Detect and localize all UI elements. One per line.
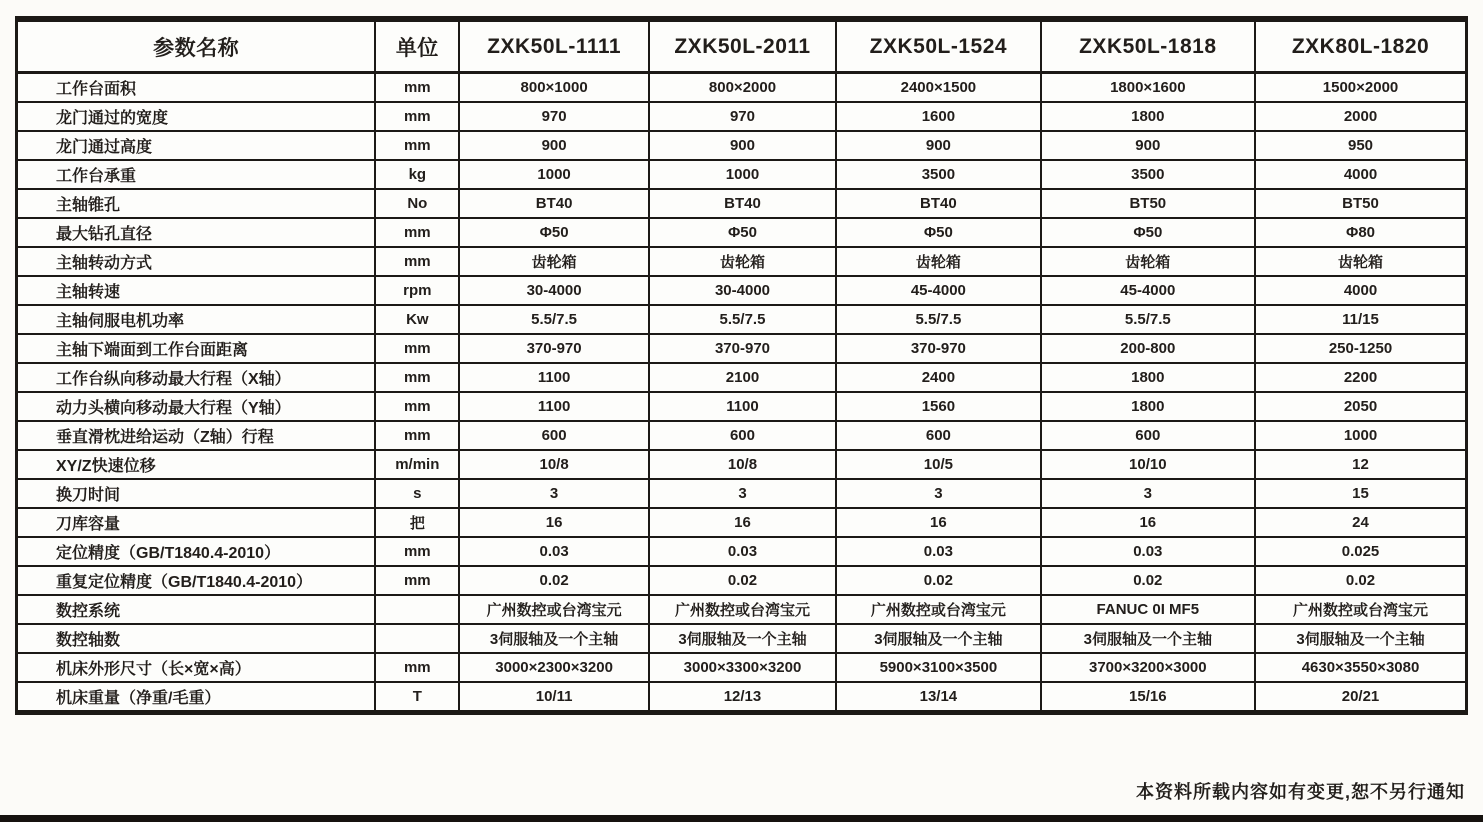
- value-cell: 5900×3100×3500: [836, 653, 1040, 682]
- value-cell: 1800: [1041, 392, 1255, 421]
- value-cell: 1100: [459, 392, 648, 421]
- value-cell: 12/13: [649, 682, 836, 713]
- value-cell: 800×2000: [649, 73, 836, 103]
- value-cell: 2100: [649, 363, 836, 392]
- value-cell: 4000: [1255, 160, 1466, 189]
- value-cell: 20/21: [1255, 682, 1466, 713]
- value-cell: 2200: [1255, 363, 1466, 392]
- value-cell: 5.5/7.5: [1041, 305, 1255, 334]
- value-cell: 600: [836, 421, 1040, 450]
- value-cell: 3: [836, 479, 1040, 508]
- param-name-cell: 工作台承重: [17, 160, 376, 189]
- table-row: [17, 392, 1467, 421]
- value-cell: 15/16: [1041, 682, 1255, 713]
- value-cell: Φ50: [836, 218, 1040, 247]
- table-row: [17, 131, 1467, 160]
- value-cell: 16: [649, 508, 836, 537]
- unit-cell: m/min: [375, 450, 459, 479]
- value-cell: 广州数控或台湾宝元: [649, 595, 836, 624]
- value-cell: 0.02: [1041, 566, 1255, 595]
- value-cell: 0.02: [836, 566, 1040, 595]
- value-cell: 13/14: [836, 682, 1040, 713]
- param-name-cell: 数控系统: [17, 595, 376, 624]
- value-cell: FANUC 0I MF5: [1041, 595, 1255, 624]
- value-cell: BT40: [459, 189, 648, 218]
- value-cell: 3700×3200×3000: [1041, 653, 1255, 682]
- bottom-border-bar: [0, 815, 1483, 822]
- value-cell: 11/15: [1255, 305, 1466, 334]
- unit-cell: mm: [375, 653, 459, 682]
- spec-table-header-row: [17, 19, 1467, 73]
- value-cell: 1500×2000: [1255, 73, 1466, 103]
- value-cell: 5.5/7.5: [836, 305, 1040, 334]
- value-cell: Φ50: [1041, 218, 1255, 247]
- value-cell: Φ80: [1255, 218, 1466, 247]
- table-row: [17, 624, 1467, 653]
- param-name-cell: 主轴下端面到工作台面距离: [17, 334, 376, 363]
- value-cell: 900: [836, 131, 1040, 160]
- param-name-cell: 动力头横向移动最大行程（Y轴）: [17, 392, 376, 421]
- value-cell: 600: [459, 421, 648, 450]
- unit-cell: [375, 595, 459, 624]
- value-cell: 1100: [459, 363, 648, 392]
- value-cell: 齿轮箱: [1255, 247, 1466, 276]
- table-row: [17, 537, 1467, 566]
- value-cell: 3伺服轴及一个主轴: [459, 624, 648, 653]
- unit-cell: mm: [375, 392, 459, 421]
- unit-cell: mm: [375, 363, 459, 392]
- param-name-cell: 主轴伺服电机功率: [17, 305, 376, 334]
- value-cell: 950: [1255, 131, 1466, 160]
- param-name-cell: 机床重量（净重/毛重）: [17, 682, 376, 713]
- value-cell: 45-4000: [1041, 276, 1255, 305]
- value-cell: 0.02: [1255, 566, 1466, 595]
- table-row: [17, 595, 1467, 624]
- value-cell: Φ50: [459, 218, 648, 247]
- unit-cell: T: [375, 682, 459, 713]
- table-row: [17, 566, 1467, 595]
- value-cell: 0.02: [649, 566, 836, 595]
- value-cell: 1000: [649, 160, 836, 189]
- table-row: [17, 363, 1467, 392]
- param-name-cell: 主轴转速: [17, 276, 376, 305]
- value-cell: 齿轮箱: [836, 247, 1040, 276]
- value-cell: 齿轮箱: [649, 247, 836, 276]
- value-cell: BT50: [1255, 189, 1466, 218]
- value-cell: 1600: [836, 102, 1040, 131]
- value-cell: 2050: [1255, 392, 1466, 421]
- column-header: ZXK50L-2011: [649, 19, 836, 73]
- value-cell: 3500: [836, 160, 1040, 189]
- value-cell: 2000: [1255, 102, 1466, 131]
- value-cell: 1000: [459, 160, 648, 189]
- param-name-cell: 主轴锥孔: [17, 189, 376, 218]
- column-header: ZXK50L-1524: [836, 19, 1040, 73]
- value-cell: 200-800: [1041, 334, 1255, 363]
- value-cell: 3伺服轴及一个主轴: [649, 624, 836, 653]
- value-cell: 250-1250: [1255, 334, 1466, 363]
- value-cell: 0.03: [1041, 537, 1255, 566]
- table-row: [17, 218, 1467, 247]
- table-row: [17, 73, 1467, 103]
- value-cell: 900: [1041, 131, 1255, 160]
- unit-cell: rpm: [375, 276, 459, 305]
- param-name-cell: 垂直滑枕进给运动（Z轴）行程: [17, 421, 376, 450]
- param-name-cell: 龙门通过的宽度: [17, 102, 376, 131]
- value-cell: 0.03: [649, 537, 836, 566]
- param-name-cell: 数控轴数: [17, 624, 376, 653]
- unit-cell: mm: [375, 537, 459, 566]
- unit-cell: mm: [375, 73, 459, 103]
- table-row: [17, 450, 1467, 479]
- value-cell: 5.5/7.5: [649, 305, 836, 334]
- value-cell: BT50: [1041, 189, 1255, 218]
- value-cell: 0.02: [459, 566, 648, 595]
- value-cell: 齿轮箱: [1041, 247, 1255, 276]
- value-cell: 600: [1041, 421, 1255, 450]
- unit-cell: kg: [375, 160, 459, 189]
- unit-cell: mm: [375, 421, 459, 450]
- param-name-cell: XY/Z快速位移: [17, 450, 376, 479]
- value-cell: 3: [1041, 479, 1255, 508]
- value-cell: 970: [459, 102, 648, 131]
- value-cell: 1000: [1255, 421, 1466, 450]
- value-cell: 3: [459, 479, 648, 508]
- table-row: [17, 479, 1467, 508]
- value-cell: 4630×3550×3080: [1255, 653, 1466, 682]
- unit-cell: s: [375, 479, 459, 508]
- value-cell: 1100: [649, 392, 836, 421]
- value-cell: 24: [1255, 508, 1466, 537]
- value-cell: 10/11: [459, 682, 648, 713]
- param-name-cell: 工作台面积: [17, 73, 376, 103]
- value-cell: 10/8: [459, 450, 648, 479]
- value-cell: 3: [649, 479, 836, 508]
- value-cell: 1800×1600: [1041, 73, 1255, 103]
- table-row: [17, 653, 1467, 682]
- value-cell: 1800: [1041, 102, 1255, 131]
- unit-cell: mm: [375, 102, 459, 131]
- value-cell: 0.025: [1255, 537, 1466, 566]
- value-cell: 10/8: [649, 450, 836, 479]
- param-name-cell: 刀库容量: [17, 508, 376, 537]
- value-cell: 4000: [1255, 276, 1466, 305]
- column-header: ZXK50L-1818: [1041, 19, 1255, 73]
- value-cell: 800×1000: [459, 73, 648, 103]
- value-cell: 0.03: [836, 537, 1040, 566]
- column-header: 单位: [375, 19, 459, 73]
- unit-cell: Kw: [375, 305, 459, 334]
- column-header: 参数名称: [17, 19, 376, 73]
- table-row: [17, 247, 1467, 276]
- param-name-cell: 主轴转动方式: [17, 247, 376, 276]
- value-cell: 10/5: [836, 450, 1040, 479]
- table-row: [17, 508, 1467, 537]
- unit-cell: No: [375, 189, 459, 218]
- table-row: [17, 160, 1467, 189]
- value-cell: BT40: [836, 189, 1040, 218]
- value-cell: 370-970: [459, 334, 648, 363]
- unit-cell: mm: [375, 334, 459, 363]
- unit-cell: mm: [375, 218, 459, 247]
- value-cell: 2400: [836, 363, 1040, 392]
- spec-table: [15, 16, 1468, 715]
- value-cell: 45-4000: [836, 276, 1040, 305]
- param-name-cell: 最大钻孔直径: [17, 218, 376, 247]
- value-cell: 600: [649, 421, 836, 450]
- column-header: ZXK80L-1820: [1255, 19, 1466, 73]
- value-cell: 2400×1500: [836, 73, 1040, 103]
- param-name-cell: 定位精度（GB/T1840.4-2010）: [17, 537, 376, 566]
- value-cell: 广州数控或台湾宝元: [459, 595, 648, 624]
- value-cell: 3000×3300×3200: [649, 653, 836, 682]
- unit-cell: [375, 624, 459, 653]
- value-cell: 16: [459, 508, 648, 537]
- value-cell: 3000×2300×3200: [459, 653, 648, 682]
- value-cell: 15: [1255, 479, 1466, 508]
- value-cell: 1560: [836, 392, 1040, 421]
- spec-table-body: [17, 73, 1467, 713]
- value-cell: 3伺服轴及一个主轴: [836, 624, 1040, 653]
- value-cell: 16: [1041, 508, 1255, 537]
- table-row: [17, 421, 1467, 450]
- table-row: [17, 102, 1467, 131]
- unit-cell: 把: [375, 508, 459, 537]
- value-cell: Φ50: [649, 218, 836, 247]
- value-cell: 3伺服轴及一个主轴: [1255, 624, 1466, 653]
- value-cell: 970: [649, 102, 836, 131]
- param-name-cell: 重复定位精度（GB/T1840.4-2010）: [17, 566, 376, 595]
- value-cell: 齿轮箱: [459, 247, 648, 276]
- value-cell: 广州数控或台湾宝元: [1255, 595, 1466, 624]
- unit-cell: mm: [375, 566, 459, 595]
- value-cell: 1800: [1041, 363, 1255, 392]
- value-cell: 900: [649, 131, 836, 160]
- value-cell: 广州数控或台湾宝元: [836, 595, 1040, 624]
- unit-cell: mm: [375, 131, 459, 160]
- table-row: [17, 276, 1467, 305]
- value-cell: 16: [836, 508, 1040, 537]
- footer-note: 本资料所载内容如有变更,恕不另行通知: [1136, 782, 1465, 802]
- table-row: [17, 334, 1467, 363]
- value-cell: 370-970: [836, 334, 1040, 363]
- value-cell: 900: [459, 131, 648, 160]
- param-name-cell: 工作台纵向移动最大行程（X轴）: [17, 363, 376, 392]
- value-cell: 10/10: [1041, 450, 1255, 479]
- value-cell: 12: [1255, 450, 1466, 479]
- param-name-cell: 换刀时间: [17, 479, 376, 508]
- value-cell: 5.5/7.5: [459, 305, 648, 334]
- table-row: [17, 189, 1467, 218]
- table-row: [17, 305, 1467, 334]
- value-cell: 30-4000: [459, 276, 648, 305]
- value-cell: 0.03: [459, 537, 648, 566]
- value-cell: 3500: [1041, 160, 1255, 189]
- unit-cell: mm: [375, 247, 459, 276]
- param-name-cell: 机床外形尺寸（长×宽×高）: [17, 653, 376, 682]
- value-cell: 30-4000: [649, 276, 836, 305]
- value-cell: BT40: [649, 189, 836, 218]
- param-name-cell: 龙门通过高度: [17, 131, 376, 160]
- table-row: [17, 682, 1467, 713]
- column-header: ZXK50L-1111: [459, 19, 648, 73]
- value-cell: 3伺服轴及一个主轴: [1041, 624, 1255, 653]
- value-cell: 370-970: [649, 334, 836, 363]
